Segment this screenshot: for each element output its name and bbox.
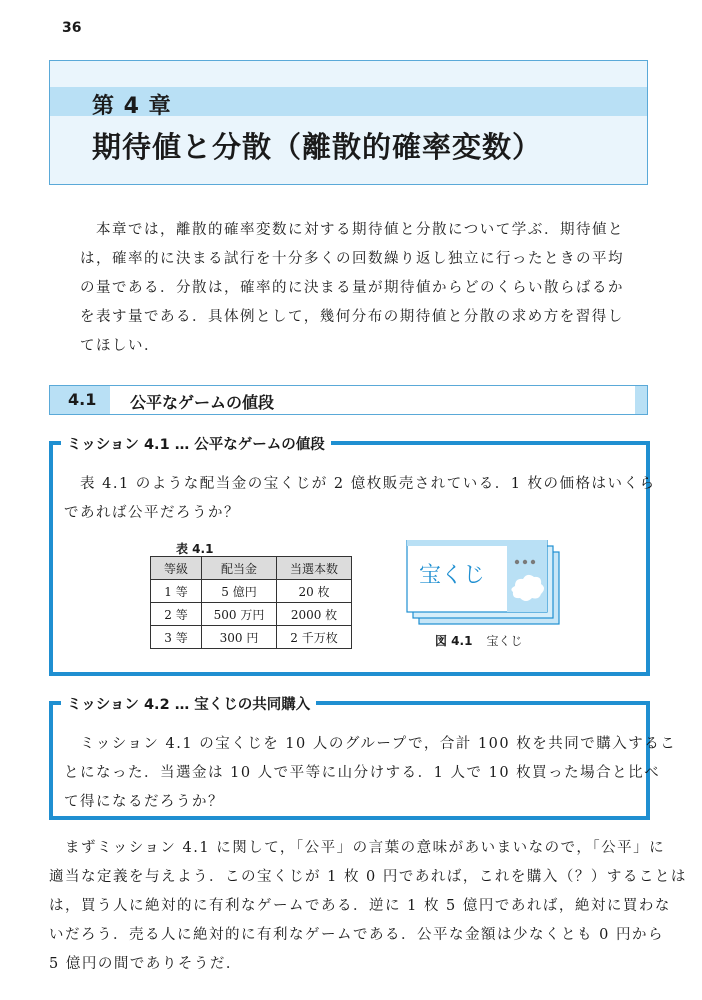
table-row: [151, 603, 352, 626]
intro-paragraph: [80, 216, 624, 361]
mission-title: ミッション 4.1 … 公平なゲームの値段: [61, 433, 331, 454]
table-cell: 5 億円: [202, 580, 277, 603]
table-row: [151, 580, 352, 603]
table-header: 当選本数: [277, 557, 352, 580]
chapter-title: 期待値と分散（離散的確率変数）: [92, 130, 543, 164]
body-line: いだろう．売る人に絶対的に有利なゲームである．公平な金額は少なくとも 0 円から: [49, 927, 664, 943]
table-row: [151, 626, 352, 649]
mission-2-line: ミッション 4.1 の宝くじを 10 人のグループで，合計 100 枚を共同で購入するこ: [80, 736, 677, 752]
ticket-top-band: [407, 540, 547, 546]
table-cell: 1 等: [151, 580, 202, 603]
prize-table: [150, 556, 352, 649]
table-caption: 表 4.1: [176, 542, 214, 556]
ticket-dot: [515, 560, 519, 564]
mission-title: ミッション 4.2 … 宝くじの共同購入: [61, 693, 316, 714]
figure-caption: [435, 632, 522, 649]
table-header-row: [151, 557, 352, 580]
ticket-dot: [523, 560, 527, 564]
body-line: 5 億円の間でありそうだ．: [49, 956, 242, 972]
lottery-ticket-illustration: [405, 540, 565, 630]
table-cell: 20 枚: [277, 580, 352, 603]
intro-line: を表す量である．具体例として，幾何分布の期待値と分散の求め方を習得し: [80, 309, 624, 325]
figure-caption-text: 宝くじ: [486, 634, 523, 648]
table-cell: 2000 枚: [277, 603, 352, 626]
page-number: 36: [62, 20, 82, 36]
mission-1-line: 表 4.1 のような配当金の宝くじが 2 億枚販売されている．1 枚の価格はいくら: [80, 476, 656, 492]
mission-2-line: て得になるだろうか？: [64, 794, 224, 810]
table-cell: 3 等: [151, 626, 202, 649]
chapter-label: 第 4 章: [92, 94, 172, 119]
section-title: 公平なゲームの値段: [130, 393, 275, 412]
table-header: 配当金: [202, 557, 277, 580]
section-number: 4.1: [68, 390, 97, 409]
body-line: は，買う人に絶対的に有利なゲームである．逆に 1 枚 5 億円であれば，絶対に買わな: [49, 898, 671, 914]
body-paragraph: [49, 834, 687, 979]
intro-line: の量である．分散は，確率的に決まる量が期待値からどのくらい散らばるか: [80, 280, 624, 296]
table-cell: 500 万円: [202, 603, 277, 626]
body-line: 適当な定義を与えよう．この宝くじが 1 枚 0 円であれば，これを購入（？）することは: [49, 869, 687, 885]
table-cell: 300 円: [202, 626, 277, 649]
ticket-dot: [531, 560, 535, 564]
intro-line: 本章では，離散的確率変数に対する期待値と分散について学ぶ．期待値と: [96, 222, 624, 238]
section-heading: [49, 385, 648, 415]
body-line: まずミッション 4.1 に関して，「公平」の言葉の意味があいまいなので，「公平」に: [65, 840, 666, 856]
mission-1-line: であれば公平だろうか？: [64, 505, 240, 521]
table-cell: 2 千万枚: [277, 626, 352, 649]
section-end-band: [635, 386, 647, 414]
chapter-header: [49, 60, 648, 185]
mission-2-text: [64, 730, 676, 817]
table-cell: 2 等: [151, 603, 202, 626]
figure-caption-label: 図 4.1: [435, 634, 473, 648]
mission-1-text: [64, 470, 656, 528]
table-header: 等級: [151, 557, 202, 580]
ticket-label: 宝くじ: [419, 563, 486, 588]
intro-line: てほしい．: [80, 338, 160, 354]
intro-line: は，確率的に決まる試行を十分多くの回数繰り返し独立に行ったときの平均: [80, 251, 624, 267]
mission-2-line: とになった．当選金は 10 人で平等に山分けする．1 人で 10 枚買った場合と比べ: [64, 765, 661, 781]
